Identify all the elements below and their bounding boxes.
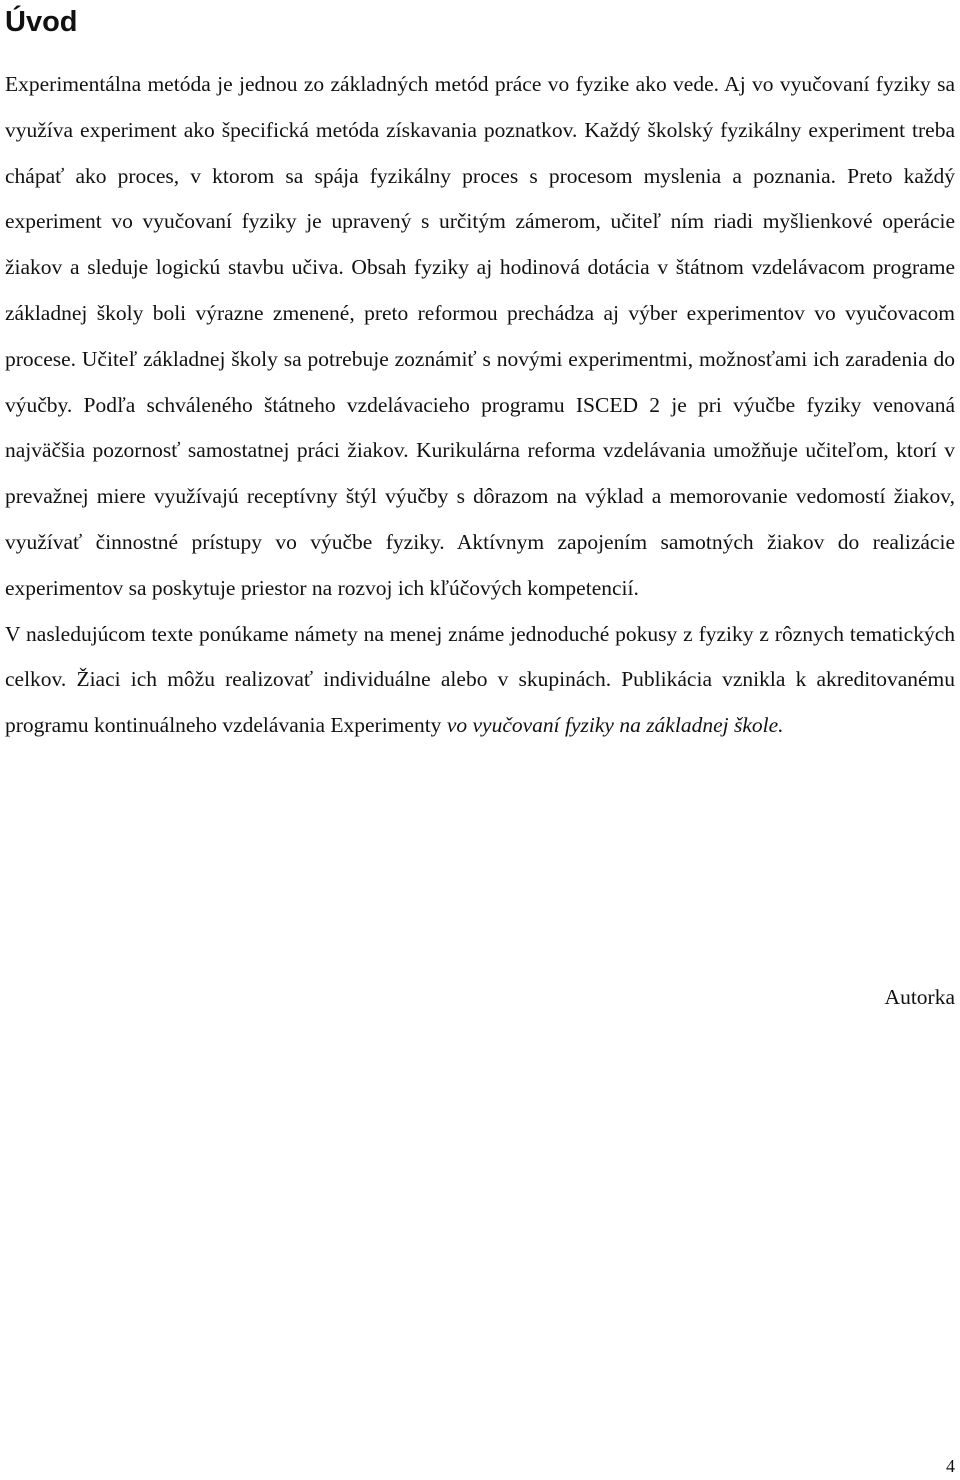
paragraph-intro: Experimentálna metóda je jednou zo základných metód práce vo fyzike ako vede. Aj vo vyučovaní fyziky sa využíva experiment ako špecifická metóda získavania poznatkov. Každý školský fyzikálny experiment treba chápať ako proces, v ktorom sa spája fyzikálny proces s procesom myslenia a poznania. Preto každý experiment vo vyučovaní fyziky je upravený s určitým zámerom, učiteľ ním riadi myšlienkové operácie žiakov a sleduje logickú stavbu učiva. Obsah fyziky aj hodinová dotácia v štátnom vzdelávacom programe základnej školy boli výrazne zmenené, preto reformou prechádza aj výber experimentov vo vyučovacom procese. Učiteľ základnej školy sa potrebuje zoznámiť s novými experimentmi, možnosťami ich zaradenia do výučby. Podľa schváleného štátneho vzdelávacieho programu ISCED 2 je pri výučbe fyziky venovaná najväčšia pozornosť samostatnej práci žiakov. Kurikulárna reforma vzdelávania umožňuje učiteľom, ktorí v prevažnej miere využívajú receptívny štýl výučby s dôrazom na výklad a memorovanie vedomostí žiakov, využívať činnostné prístupy vo výučbe fyziky. Aktívnym zapojením samotných žiakov do realizácie experimentov sa poskytuje priestor na rozvoj ich kľúčových kompetencií. [5,72,955,600]
author-signature: Autorka [884,985,955,1009]
body-text [5,62,955,749]
page-number: 4 [946,1456,955,1476]
paragraph-publication [5,612,955,749]
publication-title-italic: vo vyučovaní fyziky na základnej škole. [446,713,784,738]
paragraph-publication-text: V nasledujúcom texte ponúkame námety na menej známe jednoduché pokusy z fyziky z rôznych tematických celkov. Žiaci ich môžu realizovať individuálne alebo v skupinách. Publikácia vznikla k akreditovanému programu kontinuálneho vzdelávania Experimenty [5,621,955,738]
section-heading: Úvod [5,6,78,38]
